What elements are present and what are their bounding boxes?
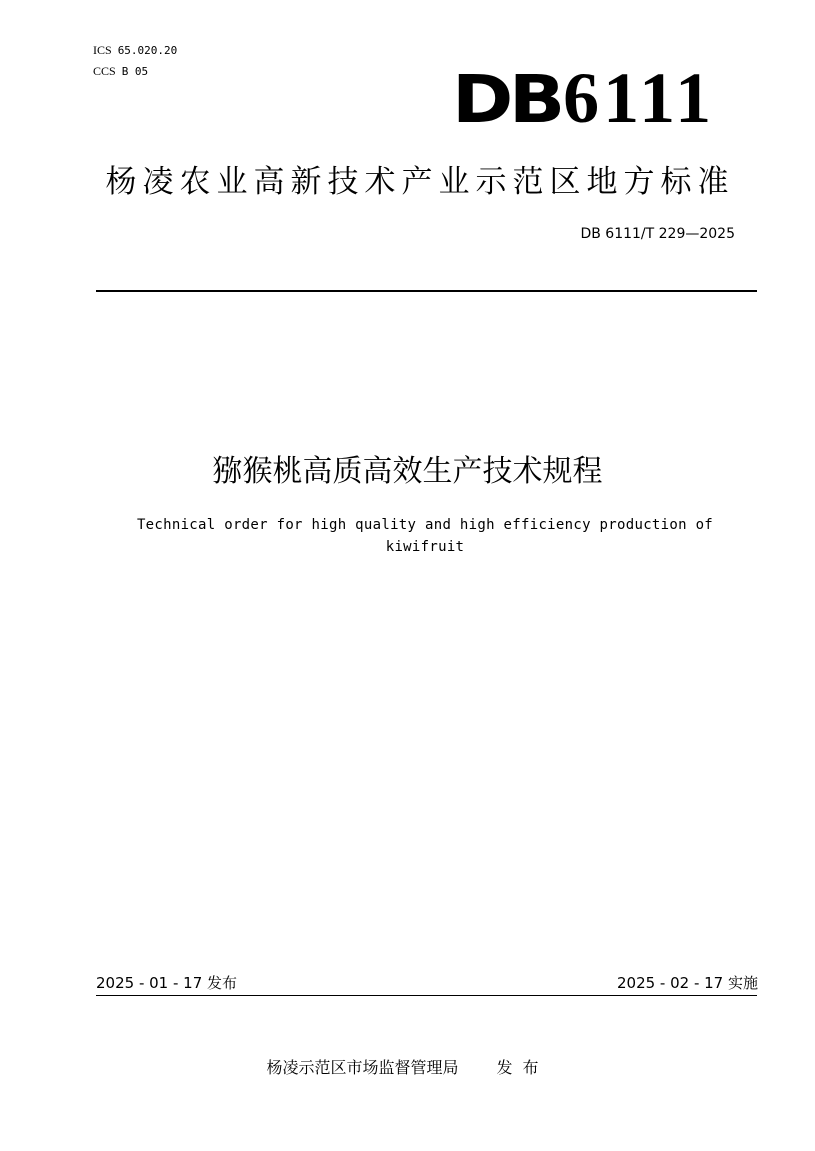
- top-divider: [96, 290, 757, 292]
- issuer-name: 杨凌示范区市场监督管理局: [266, 1058, 459, 1077]
- english-title: Technical order for high quality and high efficiency production of kiwifruit: [136, 517, 714, 555]
- implement-date: 2025 - 02 - 17 实施: [616, 974, 758, 992]
- bottom-divider: [96, 995, 757, 996]
- db-logo-letters: DB: [452, 61, 561, 138]
- ccs-label: CCS: [93, 64, 116, 78]
- ccs-code: B 05: [121, 65, 149, 78]
- classification-codes: [93, 40, 177, 82]
- publish-date: 2025 - 01 - 17 发布: [96, 974, 238, 992]
- db-logo-number: 6111: [563, 58, 716, 138]
- issuer-line: [0, 1055, 815, 1078]
- db-logo: [452, 58, 716, 138]
- organization-title: 杨凌农业高新技术产业示范区地方标准: [105, 164, 735, 200]
- standard-code: DB 6111/T 229—2025: [580, 226, 735, 242]
- ics-line: [93, 40, 177, 61]
- issuer-action: 发布: [496, 1058, 549, 1077]
- ics-code: 65.020.20: [117, 44, 178, 57]
- ics-label: ICS: [93, 43, 112, 57]
- ccs-line: [93, 61, 177, 82]
- document-title: 猕猴桃高质高效生产技术规程: [212, 454, 603, 489]
